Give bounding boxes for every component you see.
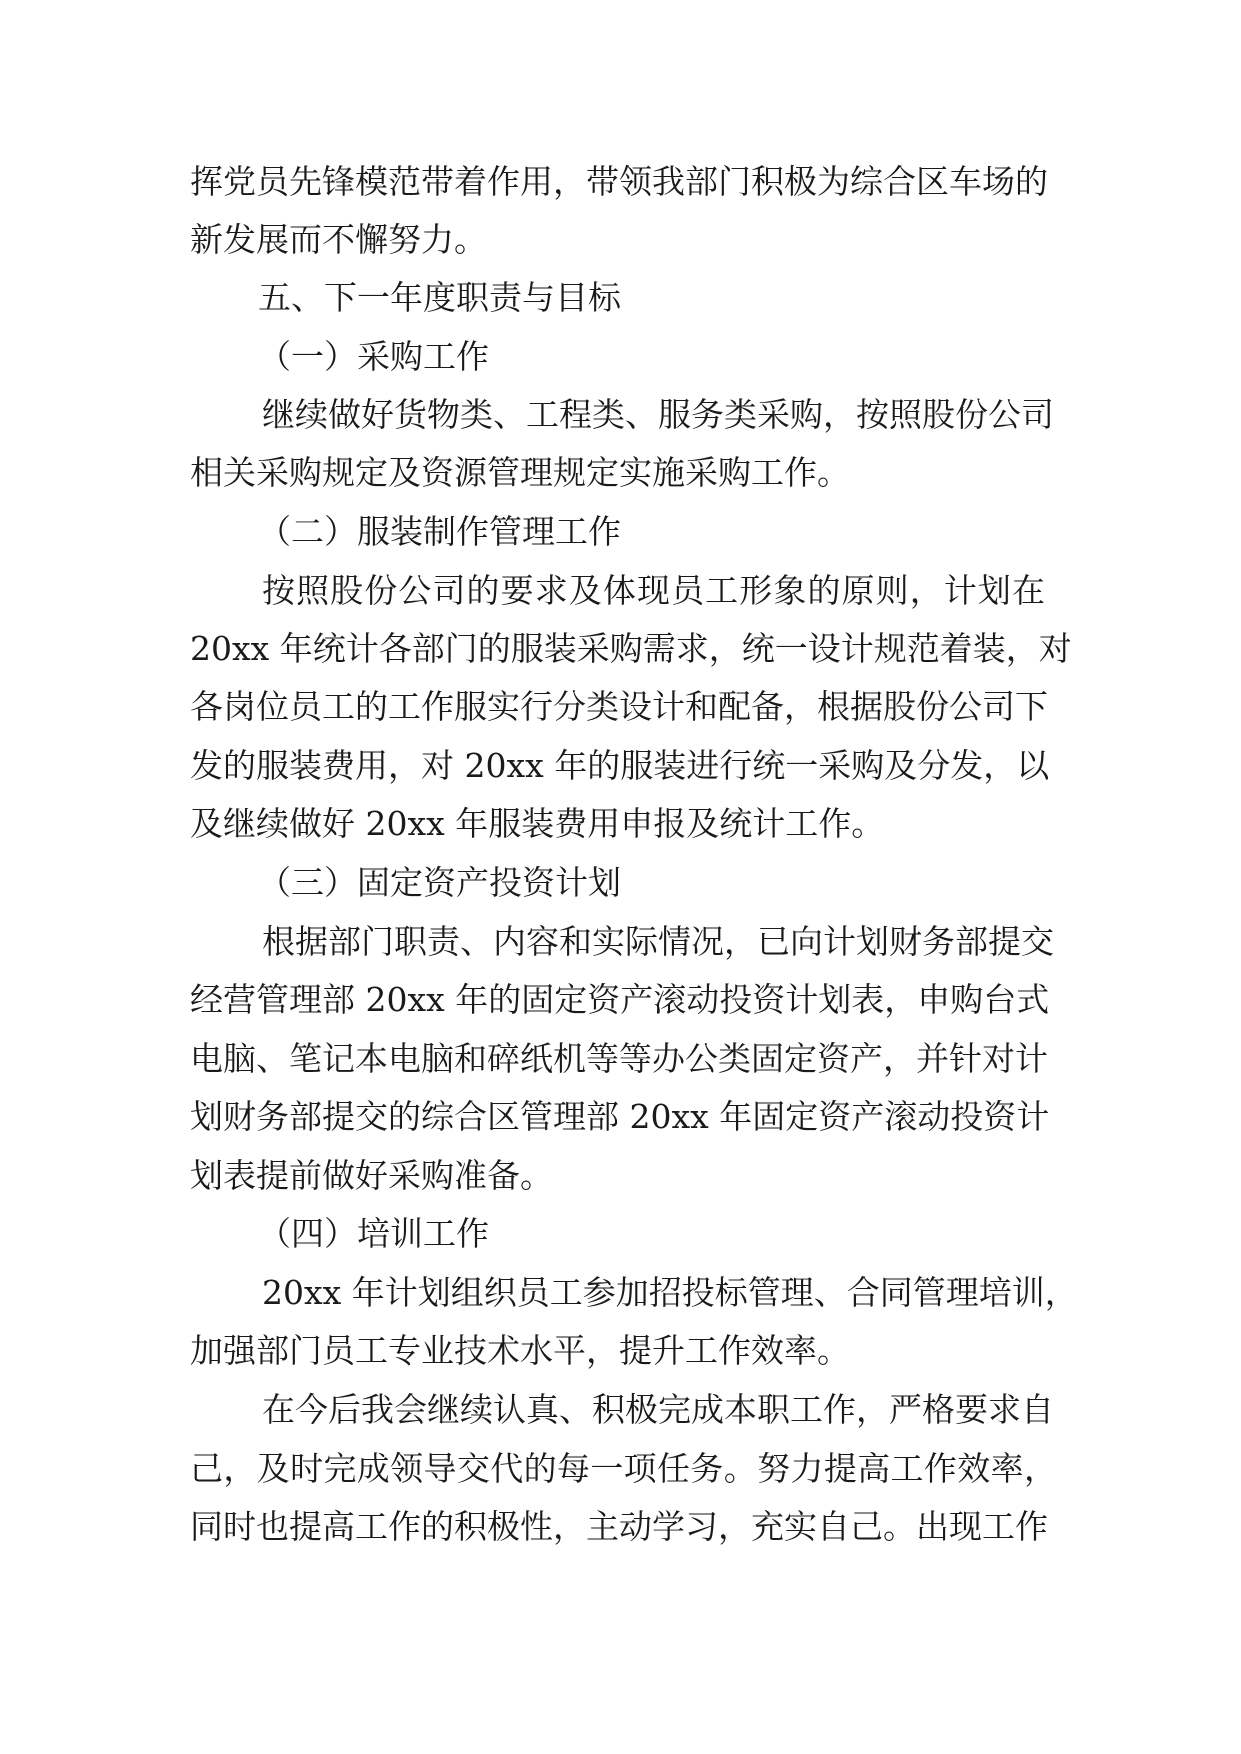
text-line: [0, 794, 1241, 854]
text-line: [0, 1439, 1241, 1499]
text-line: [0, 210, 1241, 270]
text-line: [0, 1497, 1241, 1557]
text-line: [0, 619, 1241, 679]
line-text: 己，及时完成领导交代的每一项任务。努力提高工作效率，: [190, 1449, 1057, 1488]
text-line: [0, 1087, 1241, 1147]
line-text: 相关采购规定及资源管理规定实施采购工作。: [190, 453, 850, 492]
subsection-heading: [0, 1204, 1241, 1264]
line-text: 新发展而不懈努力。: [190, 220, 487, 259]
subsection-heading: [0, 853, 1241, 913]
line-text: 20xx 年计划组织员工参加招投标管理、合同管理培训，: [262, 1273, 1078, 1312]
text-line: [0, 677, 1241, 737]
subsection-heading: [0, 502, 1241, 562]
line-text: 划财务部提交的综合区管理部 20xx 年固定资产滚动投资计: [190, 1097, 1050, 1136]
section-heading: [0, 268, 1241, 328]
line-text: 根据部门职责、内容和实际情况，已向计划财务部提交: [262, 922, 1054, 961]
text-line: [0, 561, 1241, 621]
subsection-heading: [0, 327, 1241, 387]
line-text: 20xx 年统计各部门的服装采购需求，统一设计规范着装，对: [190, 629, 1072, 668]
heading-text: （二）服装制作管理工作: [258, 512, 621, 551]
text-line: [0, 152, 1241, 212]
line-text: 电脑、笔记本电脑和碎纸机等等办公类固定资产，并针对计: [190, 1039, 1048, 1078]
line-text: 按照股份公司的要求及体现员工形象的原则，计划在: [262, 571, 1045, 610]
text-line: [0, 443, 1241, 503]
text-line: [0, 1321, 1241, 1381]
text-line: [0, 736, 1241, 796]
line-text: 在今后我会继续认真、积极完成本职工作，严格要求自: [262, 1390, 1054, 1429]
line-text: 加强部门员工专业技术水平，提升工作效率。: [190, 1331, 850, 1370]
heading-text: （三）固定资产投资计划: [258, 863, 621, 902]
line-text: 划表提前做好采购准备。: [190, 1156, 553, 1195]
text-line: [0, 1380, 1241, 1440]
heading-text: 五、下一年度职责与目标: [258, 278, 621, 317]
line-text: 继续做好货物类、工程类、服务类采购，按照股份公司: [262, 395, 1054, 434]
heading-text: （一）采购工作: [258, 337, 489, 376]
line-text: 发的服装费用，对 20xx 年的服装进行统一采购及分发，以: [190, 746, 1050, 785]
line-text: 各岗位员工的工作服实行分类设计和配备，根据股份公司下: [190, 687, 1048, 726]
line-text: 挥党员先锋模范带着作用，带领我部门积极为综合区车场的: [190, 162, 1048, 201]
line-text: 同时也提高工作的积极性，主动学习，充实自己。出现工作: [190, 1507, 1048, 1546]
text-line: [0, 385, 1241, 445]
text-line: [0, 1029, 1241, 1089]
line-text: 及继续做好 20xx 年服装费用申报及统计工作。: [190, 804, 885, 843]
text-line: [0, 1146, 1241, 1206]
text-line: [0, 1263, 1241, 1323]
heading-text: （四）培训工作: [258, 1214, 489, 1253]
text-line: [0, 970, 1241, 1030]
text-line: [0, 912, 1241, 972]
line-text: 经营管理部 20xx 年的固定资产滚动投资计划表，申购台式: [190, 980, 1050, 1019]
